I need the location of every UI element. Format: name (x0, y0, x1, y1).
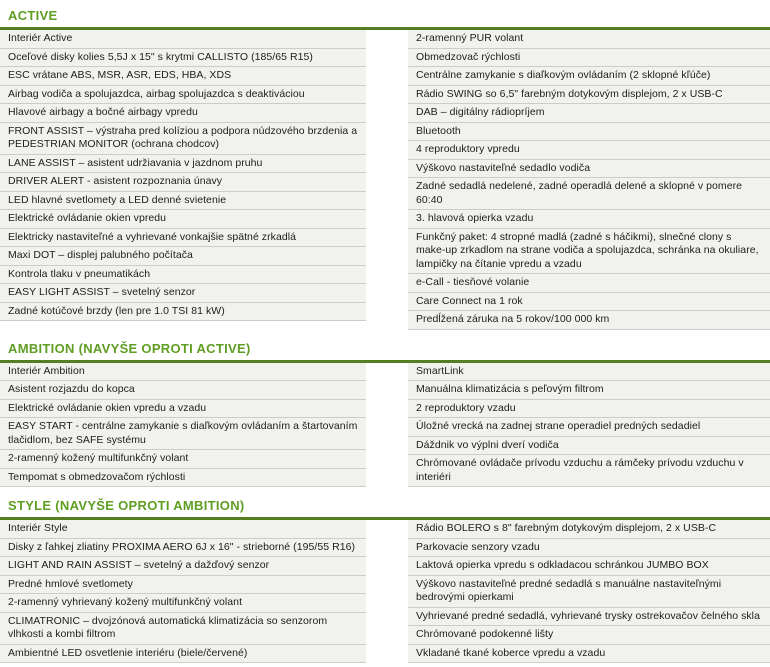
feature-row: 2 reproduktory vzadu (408, 400, 770, 419)
feature-row: EASY START - centrálne zamykanie s diaľkovým ovládaním a štartovaním tlačidlom, bez SAFE systému (0, 418, 366, 450)
feature-row: Elektricky nastaviteľné a vyhrievané vonkajšie spätné zrkadlá (0, 229, 366, 248)
trim-section-ambition (0, 341, 770, 488)
feature-row: Kontrola tlaku v pneumatikách (0, 266, 366, 285)
feature-row: Funkčný paket: 4 stropné madlá (zadné s háčikmi), slnečné clony s make-up zrkadlom na strane vodiča a spolujazdca, schránka na okuliare, lampičky na čítanie vpredu a vzadu (408, 229, 770, 275)
feature-list-left (0, 30, 366, 321)
feature-row: Tempomat s obmedzovačom rýchlosti (0, 469, 366, 488)
feature-row: Airbag vodiča a spolujazdca, airbag spolujazdca s deaktiváciou (0, 86, 366, 105)
feature-row: Vyhrievané predné sedadlá, vyhrievané trysky ostrekovačov čelného skla (408, 608, 770, 627)
feature-row: Dáždnik vo výplni dverí vodiča (408, 437, 770, 456)
section-title: STYLE (NAVYŠE OPROTI AMBITION) (0, 498, 770, 520)
feature-row: Interiér Ambition (0, 363, 366, 382)
feature-row: Obmedzovač rýchlosti (408, 49, 770, 68)
feature-row: Interiér Active (0, 30, 366, 49)
feature-row: FRONT ASSIST – výstraha pred kolíziou a podpora núdzového brzdenia a PEDESTRIAN MONITOR (ochrana chodcov) (0, 123, 366, 155)
feature-row: Disky z ľahkej zliatiny PROXIMA AERO 6J x 16" - strieborné (195/55 R16) (0, 539, 366, 558)
feature-row: 3. hlavová opierka vzadu (408, 210, 770, 229)
feature-list-left (0, 520, 366, 663)
feature-row: Manuálna klimatizácia s peľovým filtrom (408, 381, 770, 400)
section-columns (0, 363, 770, 488)
feature-row: Oceľové disky kolies 5,5J x 15" s krytmi CALLISTO (185/65 R15) (0, 49, 366, 68)
feature-row: Zadné kotúčové brzdy (len pre 1.0 TSI 81 kW) (0, 303, 366, 322)
feature-row: Centrálne zamykanie s diaľkovým ovládaním (2 sklopné kľúče) (408, 67, 770, 86)
feature-row: Bluetooth (408, 123, 770, 142)
feature-row: Interiér Style (0, 520, 366, 539)
feature-row: Výškovo nastaviteľné predné sedadlá s manuálne nastaviteľnými bedrovými opierkami (408, 576, 770, 608)
section-columns (0, 520, 770, 663)
trim-section-style (0, 498, 770, 663)
feature-row: LED hlavné svetlomety a LED denné svietenie (0, 192, 366, 211)
feature-row: Úložné vrecká na zadnej strane operadiel predných sedadiel (408, 418, 770, 437)
feature-list-right (408, 520, 770, 663)
feature-row: CLIMATRONIC – dvojzónová automatická klimatizácia so senzorom vlhkosti a kombi filtrom (0, 613, 366, 645)
feature-row: 2-ramenný PUR volant (408, 30, 770, 49)
feature-row: Care Connect na 1 rok (408, 293, 770, 312)
feature-row: Chrómované podokenné lišty (408, 626, 770, 645)
feature-row: Hlavové airbagy a bočné airbagy vpredu (0, 104, 366, 123)
feature-row: Predné hmlové svetlomety (0, 576, 366, 595)
feature-row: Rádio BOLERO s 8" farebným dotykovým displejom, 2 x USB-C (408, 520, 770, 539)
feature-row: e-Call - tiesňové volanie (408, 274, 770, 293)
feature-row: Ambientné LED osvetlenie interiéru (biele/červené) (0, 645, 366, 664)
trim-sections-container (0, 8, 770, 663)
trim-section-active (0, 8, 770, 330)
section-columns (0, 30, 770, 330)
feature-row: 4 reproduktory vpredu (408, 141, 770, 160)
feature-row: EASY LIGHT ASSIST – svetelný senzor (0, 284, 366, 303)
feature-row: Rádio SWING so 6,5" farebným dotykovým displejom, 2 x USB-C (408, 86, 770, 105)
feature-row: Predĺžená záruka na 5 rokov/100 000 km (408, 311, 770, 330)
feature-row: Laktová opierka vpredu s odkladacou schránkou JUMBO BOX (408, 557, 770, 576)
feature-row: Chrómované ovládače prívodu vzduchu a rámčeky prívodu vzduchu v interiéri (408, 455, 770, 487)
feature-list-right (408, 363, 770, 488)
feature-row: Maxi DOT – displej palubného počítača (0, 247, 366, 266)
feature-row: Vkladané tkané koberce vpredu a vzadu (408, 645, 770, 664)
feature-row: DAB – digitálny rádiopríjem (408, 104, 770, 123)
feature-row: Výškovo nastaviteľné sedadlo vodiča (408, 160, 770, 179)
feature-row: Parkovacie senzory vzadu (408, 539, 770, 558)
feature-row: 2-ramenný kožený multifunkčný volant (0, 450, 366, 469)
feature-row: 2-ramenný vyhrievaný kožený multifunkčný volant (0, 594, 366, 613)
feature-row: Elektrické ovládanie okien vpredu (0, 210, 366, 229)
section-title: AMBITION (NAVYŠE OPROTI ACTIVE) (0, 341, 770, 363)
feature-row: Elektrické ovládanie okien vpredu a vzadu (0, 400, 366, 419)
feature-row: ESC vrátane ABS, MSR, ASR, EDS, HBA, XDS (0, 67, 366, 86)
feature-row: SmartLink (408, 363, 770, 382)
feature-list-left (0, 363, 366, 488)
feature-row: LANE ASSIST – asistent udržiavania v jazdnom pruhu (0, 155, 366, 174)
feature-row: Zadné sedadlá nedelené, zadné operadlá delené a sklopné v pomere 60:40 (408, 178, 770, 210)
feature-list-right (408, 30, 770, 330)
section-title: ACTIVE (0, 8, 770, 30)
feature-row: DRIVER ALERT - asistent rozpoznania únavy (0, 173, 366, 192)
feature-row: LIGHT AND RAIN ASSIST – svetelný a dažďový senzor (0, 557, 366, 576)
feature-row: Asistent rozjazdu do kopca (0, 381, 366, 400)
